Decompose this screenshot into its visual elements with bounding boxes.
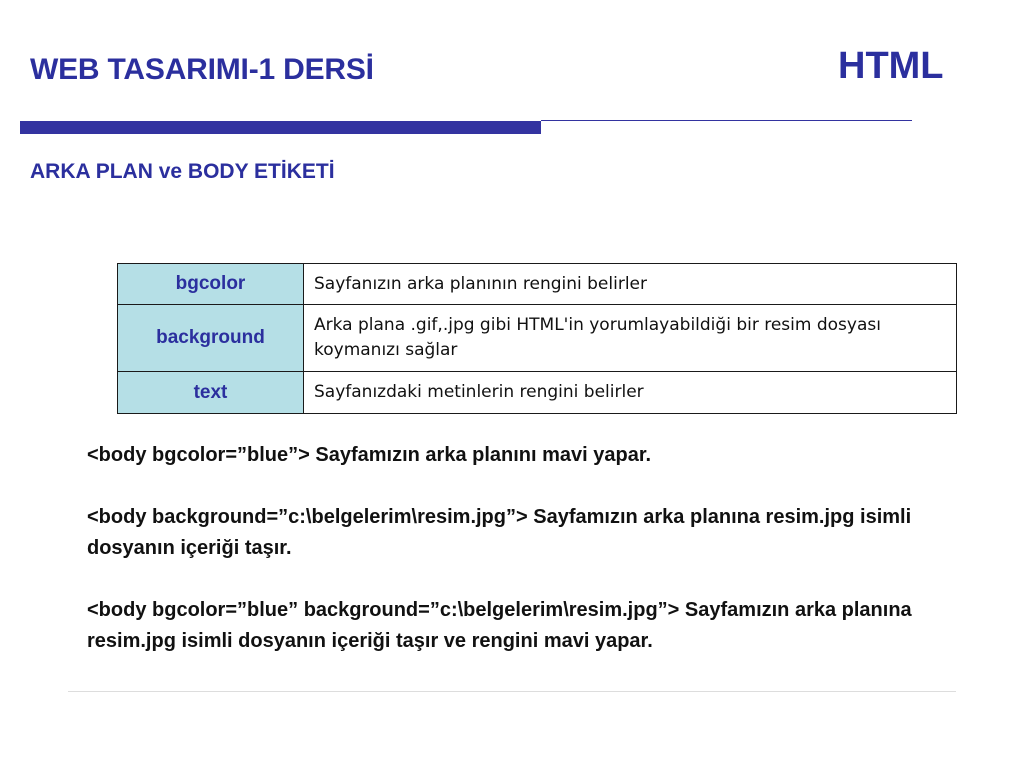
table-row xyxy=(118,372,957,414)
example-paragraph: <body bgcolor=”blue”> Sayfamızın arka planını mavi yapar. xyxy=(87,444,652,466)
attribute-cell: text xyxy=(118,372,304,414)
table-row xyxy=(118,305,957,372)
description-cell: Sayfanızdaki metinlerin rengini belirler xyxy=(304,372,957,414)
description-cell: Arka plana .gif,.jpg gibi HTML'in yorumlayabildiği bir resim dosyası koymanızı sağlar xyxy=(304,305,957,372)
slide-subtitle: ARKA PLAN ve BODY ETİKETİ xyxy=(30,160,335,183)
slide-title: WEB TASARIMI-1 DERSİ xyxy=(30,53,374,86)
example-paragraph: <body bgcolor=”blue” background=”c:\belgelerim\resim.jpg”> Sayfamızın arka planına resim.jpg isimli dosyanın içeriği taşır ve rengini mavi yapar. xyxy=(87,599,912,652)
footer-divider xyxy=(68,691,956,692)
attribute-cell: bgcolor xyxy=(118,264,304,305)
attribute-cell: background xyxy=(118,305,304,372)
slide-topic: HTML xyxy=(838,45,944,87)
description-cell: Sayfanızın arka planının rengini belirler xyxy=(304,264,957,305)
table-row xyxy=(118,264,957,305)
header-divider-thick xyxy=(20,121,541,134)
attribute-table xyxy=(117,263,957,414)
example-paragraph: <body background=”c:\belgelerim\resim.jpg”> Sayfamızın arka planına resim.jpg isimli dosyanın içeriği taşır. xyxy=(87,506,912,559)
header-divider-thin xyxy=(541,120,912,121)
examples-block xyxy=(87,440,967,657)
